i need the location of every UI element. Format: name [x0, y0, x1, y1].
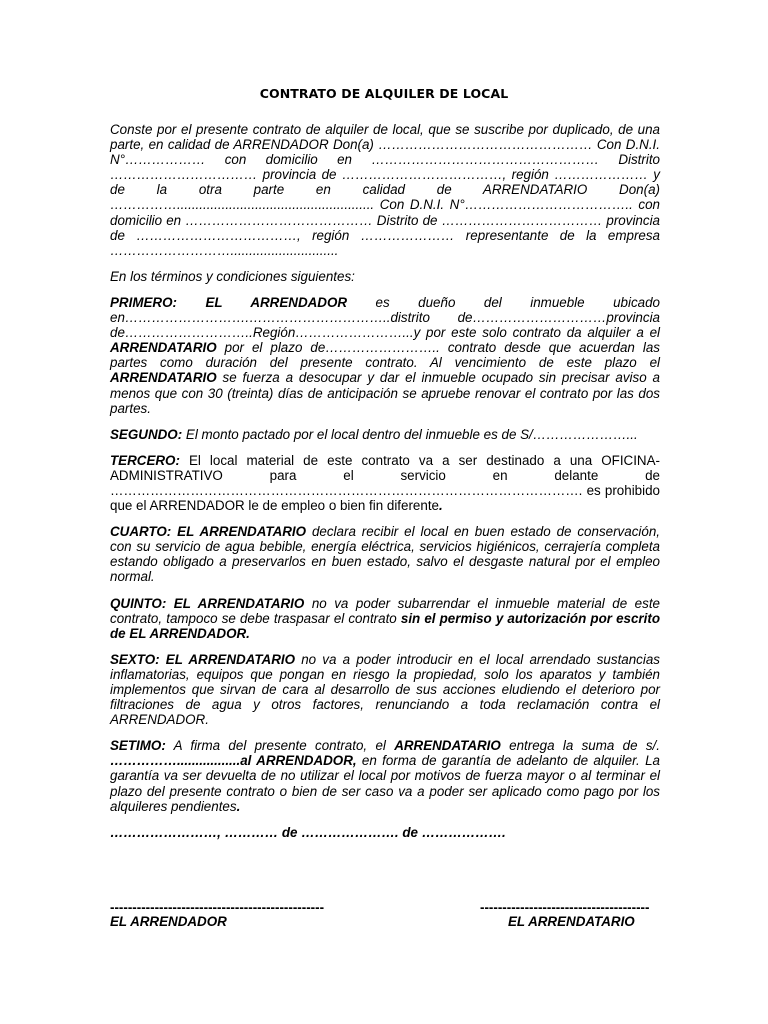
clause-primero-party1: EL ARRENDADOR — [205, 294, 348, 310]
clause-primero-party2: ARRENDATARIO — [110, 340, 217, 356]
clause-primero-party3: ARRENDATARIO — [110, 370, 217, 386]
intro-paragraph: Conste por el presente contrato de alquiler de local, que se suscribe por duplicado, de una parte, en calidad de ARRENDADOR Don(a) ………………………………………… Con D.N.I. N°……………… con domicilio en …………………………………………… Distrito …………………………… provincia de ………………………………, región ………………… y de la otra parte en calidad de ARRENDATARIO Don(a) ……………..................................................... Con D.N.I. N°……………………………….. con domicilio en …………………………………… Distrito de ……………………………… provincia de ………………………………, región ………………… representante de la empresa ………………………............................. — [110, 122, 660, 258]
clause-cuarto-label: CUARTO: EL ARRENDATARIO — [110, 524, 307, 540]
clause-primero-text1: es dueño del inmueble ubicado en……………………….…………………………..distrito de…………………………provincia de………………………..Región……………………...y por este solo contrato da alquiler a el — [110, 294, 660, 341]
clause-cuarto-text: declara recibir el local en buen estado de conservación, con su servicio de agua bebible, energía eléctrica, servicios higiénicos, cerrajería completa estando obligado a preservarlos en buen estado, salvo el desgaste natural por el empleo normal. — [110, 524, 660, 585]
clause-quinto-bold: sin el permiso y autorización por escrito de EL ARRENDADOR. — [110, 610, 661, 641]
clause-setimo-end: . — [236, 798, 241, 814]
clause-setimo-text2: entrega la suma de s/. — [500, 738, 660, 754]
date-line-text: ……………………, ………… de …………………. de ………………. — [110, 824, 506, 840]
date-line — [110, 825, 660, 840]
clause-primero — [110, 295, 660, 416]
clause-segundo-text: El monto pactado por el local dentro del inmueble es de S/…………………... — [182, 426, 638, 442]
clause-primero-text2: por el plazo de…………………….. contrato desde que acuerdan las partes como duración del presente contrato. Al vencimiento de este plazo el — [110, 340, 660, 371]
document-title: CONTRATO DE ALQUILER DE LOCAL — [259, 86, 509, 101]
clause-setimo — [110, 738, 660, 813]
contract-body — [110, 122, 660, 851]
clause-segundo-label: SEGUNDO: — [110, 426, 183, 442]
clause-setimo-party: ARRENDATARIO — [394, 738, 501, 754]
clause-primero-label: PRIMERO: — [110, 294, 177, 310]
clause-setimo-label: SETIMO: — [110, 738, 166, 754]
clause-tercero-label: TERCERO: — [110, 452, 180, 468]
clause-sexto — [110, 652, 660, 727]
clause-tercero-text: El local material de este contrato va a ser destinado a una OFICINA-ADMINISTRATIVO para el servicio en delante de ……………………………………………………………………………………………. es prohibido que el ARRENDADOR le de empleo o bien fin diferente — [110, 452, 660, 514]
clause-quinto-text: no va poder subarrendar el inmueble material de este contrato, tampoco se debe traspasar el contrato — [110, 595, 660, 626]
clause-cuarto — [110, 524, 660, 584]
signature-label-arrendador: EL ARRENDADOR — [110, 914, 227, 929]
clause-setimo-bold: …………….................al ARRENDADOR, — [110, 753, 357, 769]
clause-quinto-label: QUINTO: EL ARRENDATARIO — [110, 595, 305, 611]
clause-tercero-end: . — [439, 498, 443, 514]
clause-quinto — [110, 596, 660, 641]
terms-intro: En los términos y condiciones siguientes: — [110, 268, 355, 284]
signature-label-arrendatario: EL ARRENDATARIO — [508, 914, 635, 929]
clause-sexto-text: no va a poder introducir en el local arrendado sustancias inflamatorias, equipos que pongan en riesgo la propiedad, solo los aparatos y también implementos que sirvan de cara al desarrollo de sus acciones eludiendo el deterioro por filtraciones de agua y otros factores, renunciando a toda reclamación contra el ARRENDADOR. — [110, 651, 661, 728]
clause-setimo-text3: en forma de garantía de adelanto de alquiler. La garantía va ser devuelta de no utilizar el local por motivos de fuerza mayor o al terminar el plazo del presente contrato o bien de ser caso va a poder ser aplicado como pago por los alquileres pendientes — [110, 753, 660, 814]
clause-setimo-text1: A firma del presente contrato, el — [165, 738, 395, 754]
clause-sexto-label: SEXTO: EL ARRENDATARIO — [110, 651, 296, 667]
signature-line-arrendatario: -------------------------------------- — [480, 900, 650, 915]
clause-segundo — [110, 427, 660, 442]
signature-line-arrendador: ------------------------------------------------ — [110, 900, 325, 915]
clause-primero-text3: se fuerza a desocupar y dar el inmueble ocupado sin precisar aviso a menos que con 30 (treinta) días de anticipación se apruebe renovar el contrato por las dos partes. — [110, 370, 660, 416]
clause-tercero — [110, 453, 660, 513]
